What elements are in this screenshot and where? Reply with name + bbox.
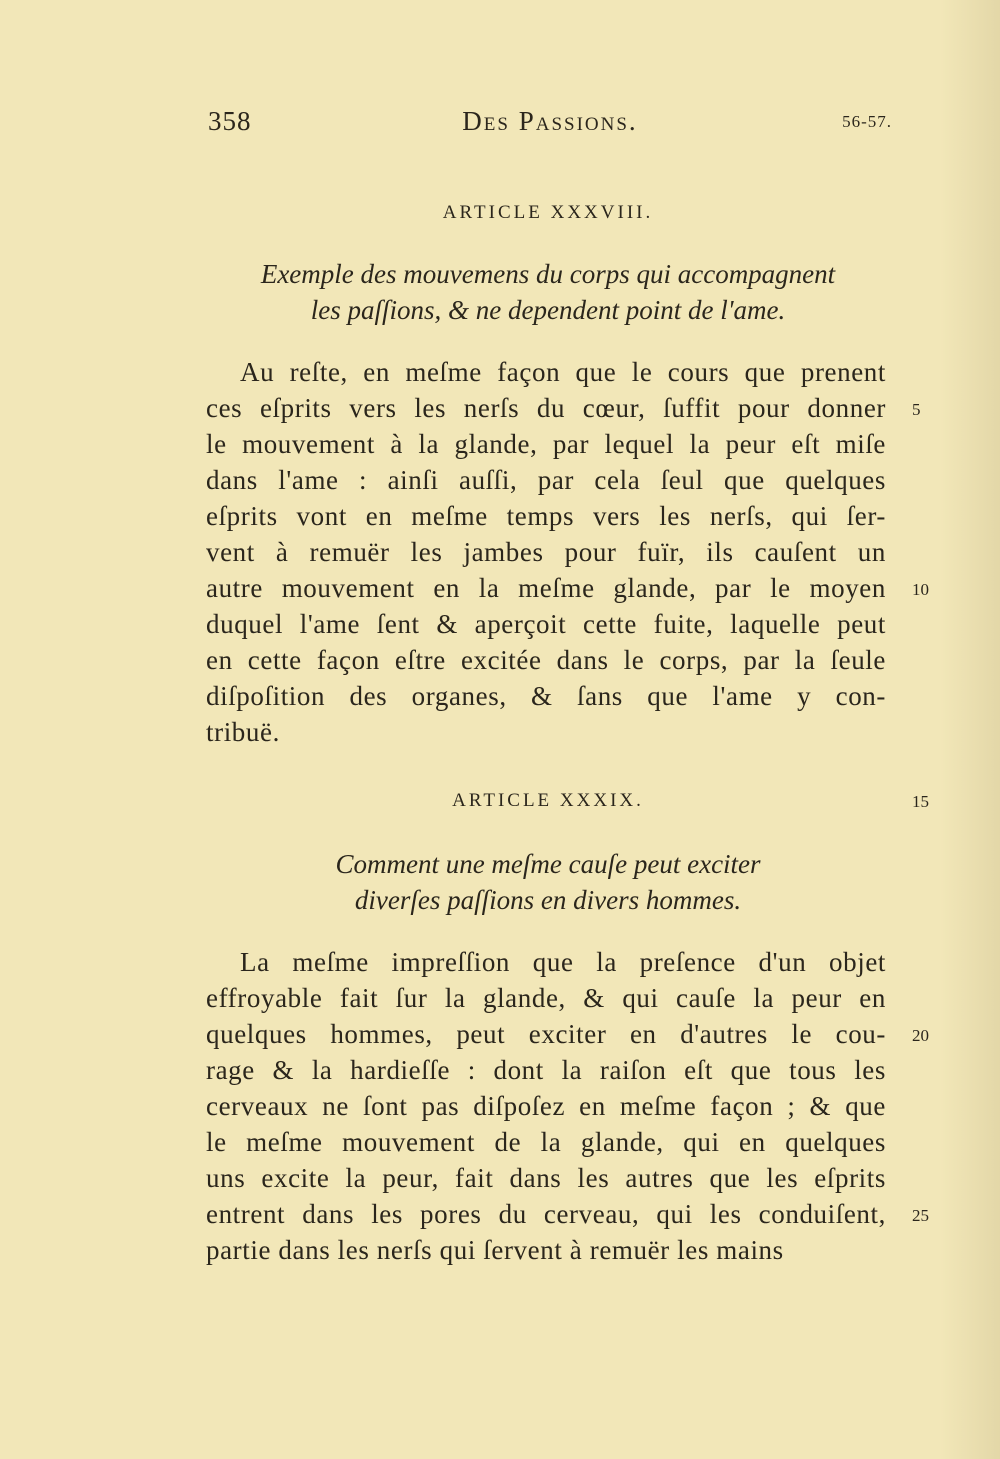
text-line: tribuë. [206,717,280,747]
article-heading: ARTICLE XXXVIII. [442,202,654,223]
text-line: autre mouvement en la meſme glande, par le moyen [206,573,886,603]
text-line: en cette façon eſtre excitée dans le corps, par la ſeule [206,645,886,675]
article-title-line: Exemple des mouvemens du corps qui accompagnent [260,259,836,289]
page-reference: 56-57. [842,112,892,131]
text-line: uns excite la peur, fait dans les autres que les eſprits [206,1163,886,1193]
margin-line-number: 20 [912,1026,929,1045]
text-line: diſpoſition des organes, & ſans que l'ame y con- [206,681,886,711]
article-title [208,256,888,328]
article-title-line: Comment une meſme cauſe peut exciter [335,849,761,879]
running-title: Des Passions. [462,106,638,136]
text-line: le meſme mouvement de la glande, qui en quelques [206,1127,886,1157]
article-title-line: les paſſions, & ne dependent point de l'ame. [310,295,786,325]
margin-line-number: 10 [912,580,929,599]
page-number: 358 [208,106,252,136]
text-line: dans l'ame : ainſi auſſi, par cela ſeul que quelques [206,465,886,495]
text-line: entrent dans les pores du cerveau, qui les conduiſent, [206,1199,886,1229]
text-line: partie dans les nerſs qui ſervent à remuër les mains [206,1235,784,1265]
article-heading: ARTICLE XXXIX. [452,790,644,811]
text-line: duquel l'ame ſent & aperçoit cette fuite, laquelle peut [206,609,886,639]
margin-line-number: 25 [912,1206,929,1225]
text-line: ces eſprits vers les nerſs du cœur, ſuffit pour donner [206,393,886,423]
text-line: le mouvement à la glande, par lequel la peur eſt miſe [206,429,886,459]
text-line: quelques hommes, peut exciter en d'autres le cou- [206,1019,886,1049]
text-line: effroyable fait ſur la glande, & qui cauſe la peur en [206,983,886,1013]
text-line: Au reſte, en meſme façon que le cours que prenent [240,357,886,387]
margin-line-number: 15 [912,792,929,811]
text-line: vent à remuër les jambes pour fuïr, ils cauſent un [206,537,886,567]
text-line: eſprits vont en meſme temps vers les nerſs, qui ſer- [206,501,886,531]
text-line: rage & la hardieſſe : dont la raiſon eſt que tous les [206,1055,886,1085]
page-edge-shadow [940,0,1000,1459]
text-line: cerveaux ne ſont pas diſpoſez en meſme façon ; & que [206,1091,886,1121]
article-title-line: diverſes paſſions en divers hommes. [354,885,742,915]
article-body [206,354,886,750]
running-header [208,106,892,146]
article-body [206,944,886,1268]
text-line: La meſme impreſſion que la preſence d'un objet [240,947,886,977]
margin-line-number: 5 [912,400,921,419]
article-title [208,846,888,918]
